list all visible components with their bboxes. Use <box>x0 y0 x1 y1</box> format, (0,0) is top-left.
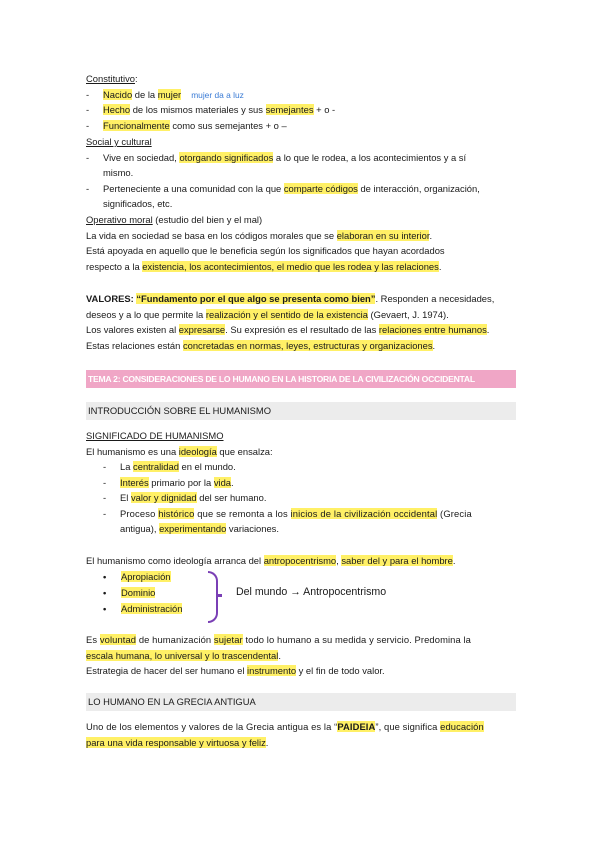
curly-brace <box>208 571 218 623</box>
section-band-grecia: LO HUMANO EN LA GRECIA ANTIGUA <box>86 693 516 711</box>
paragraph-line: El humanismo es una ideología que ensalza: <box>86 446 273 457</box>
list-item-continuation: mismo. <box>103 167 134 178</box>
paragraph-line: VALORES: “Fundamento por el que algo se presenta como bien”. Responden a necesidades, <box>86 293 495 304</box>
paragraph-line: Los valores existen al expresarse. Su expresión es el resultado de las relaciones entre humanos. <box>86 324 490 335</box>
list-item: - Hecho de los mismos materiales y sus semejantes + o - <box>86 104 336 115</box>
section-band-introduccion: INTRODUCCIÓN SOBRE EL HUMANISMO <box>86 402 516 420</box>
handwritten-note: mujer da a luz <box>191 90 244 100</box>
paragraph-line: escala humana, lo universal y lo trascendental. <box>86 650 281 661</box>
list-item: - Nacido de la mujer mujer da a luz <box>86 89 244 100</box>
list-item: - Proceso histórico que se remonta a los inicios de la civilización occidental (Grecia <box>103 508 472 519</box>
operativo-heading: Operativo moral (estudio del bien y el mal) <box>86 214 263 225</box>
paragraph-line: respecto a la existencia, los acontecimientos, el medio que les rodea y las relaciones. <box>86 261 442 272</box>
paragraph-line: La vida en sociedad se basa en los códigos morales que se elaboran en su interior. <box>86 230 433 241</box>
paragraph-line: Está apoyada en aquello que le beneficia según los significados que hayan acordados <box>86 245 445 256</box>
paragraph-line: El humanismo como ideología arranca del antropocentrismo, saber del y para el hombre. <box>86 555 456 566</box>
bullet-item: • Apropiación <box>103 571 171 582</box>
significado-heading: SIGNIFICADO DE HUMANISMO <box>86 430 224 441</box>
list-item: - Vive en sociedad, otorgando significados a lo que le rodea, a los acontecimientos y a sí <box>86 152 467 163</box>
bullet-item: • Administración <box>103 603 183 614</box>
list-item: - La centralidad en el mundo. <box>103 461 236 472</box>
paragraph-line: Uno de los elementos y valores de la Grecia antigua es la “PAIDEIA”, que significa educación <box>86 721 484 732</box>
constitutivo-heading: Constitutivo: <box>86 73 138 84</box>
section-band-tema2: TEMA 2: CONSIDERACIONES DE LO HUMANO EN LA HISTORIA DE LA CIVILIZACIÓN OCCIDENTAL <box>86 370 516 388</box>
brace-annotation: Del mundo → Antropocentrismo <box>236 586 387 598</box>
list-item: - Perteneciente a una comunidad con la que comparte códigos de interacción, organización, <box>86 183 480 194</box>
list-item-continuation: antigua), experimentando variaciones. <box>120 523 279 534</box>
curly-brace-tip <box>216 594 222 597</box>
list-item: - Funcionalmente como sus semejantes + o – <box>86 120 287 131</box>
paragraph-line: Es voluntad de humanización sujetar todo lo humano a su medida y servicio. Predomina la <box>86 634 471 645</box>
paragraph-line: para una vida responsable y virtuosa y feliz. <box>86 737 269 748</box>
paragraph-line: Estas relaciones están concretadas en normas, leyes, estructuras y organizaciones. <box>86 340 436 351</box>
bullet-item: • Dominio <box>103 587 156 598</box>
paragraph-line: Estrategia de hacer del ser humano el instrumento y el fin de todo valor. <box>86 665 385 676</box>
list-item-continuation: significados, etc. <box>103 198 173 209</box>
list-item: - El valor y dignidad del ser humano. <box>103 492 267 503</box>
social-heading: Social y cultural <box>86 136 152 147</box>
paragraph-line: deseos y a lo que permite la realización y el sentido de la existencia (Gevaert, J. 1974). <box>86 309 449 320</box>
list-item: - Interés primario por la vida. <box>103 477 234 488</box>
